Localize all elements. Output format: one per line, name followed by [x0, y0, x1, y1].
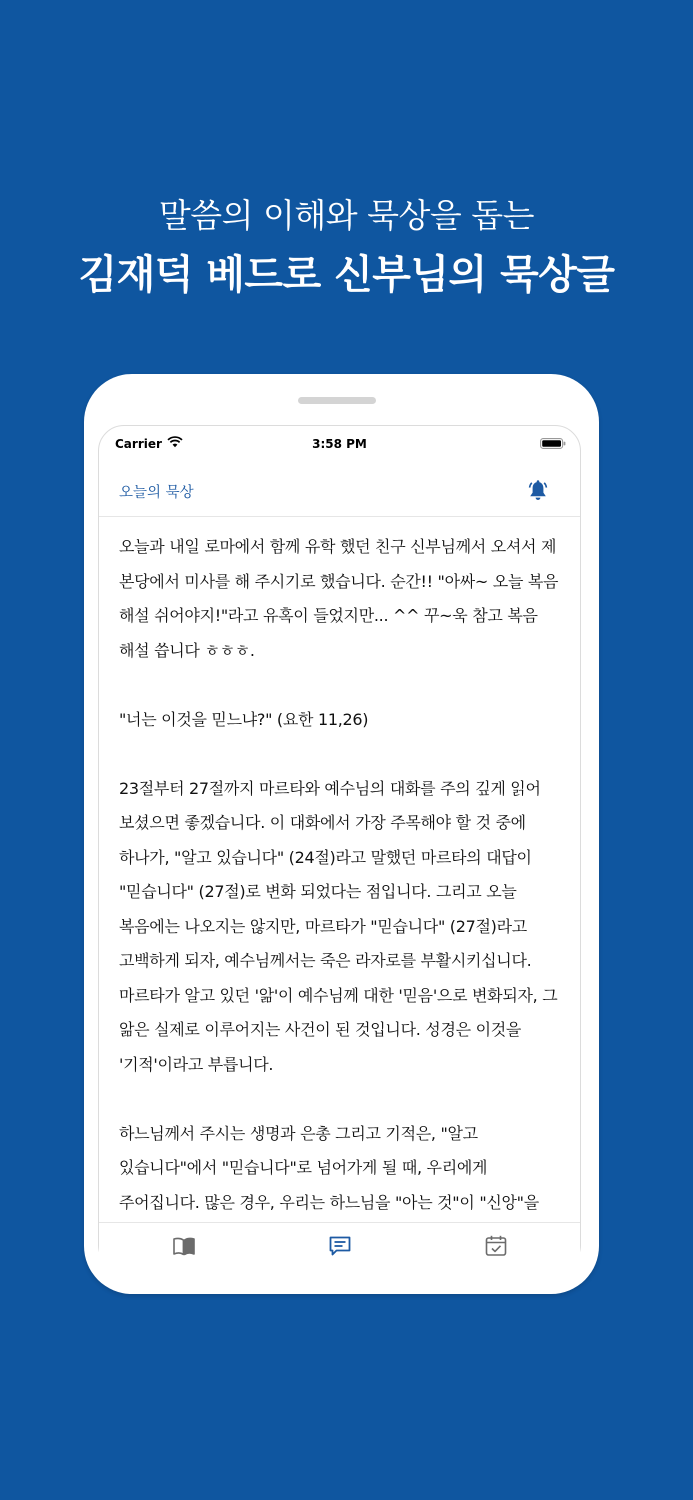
promo-title: 김재덕 베드로 신부님의 묵상글 — [78, 252, 615, 298]
status-bar — [99, 426, 580, 462]
carrier-label: Carrier — [115, 437, 162, 451]
nav-bar — [99, 466, 580, 517]
meditation-text — [119, 530, 563, 1220]
book-icon[interactable] — [171, 1233, 197, 1259]
app-screen — [98, 425, 581, 1271]
paragraph: 하느님께서 주시는 생명과 은총 그리고 기적은, "알고 있습니다"에서 "믿습니다"로 넘어가게 될 때, 우리에게 주어집니다. 많은 경우, 우리는 하느님을 "아는 것"이 "신앙"을 — [119, 1123, 539, 1212]
device-grabber — [298, 397, 376, 404]
calendar-check-icon[interactable] — [483, 1233, 509, 1259]
paragraph: 오늘과 내일 로마에서 함께 유학 했던 친구 신부님께서 오셔서 제 본당에서 미사를 해 주시기로 했습니다. 순간!! "아싸~ 오늘 복음 해설 쉬어야지!"라고 유혹이 들었지만... ^^ 꾸~욱 참고 복음 해설 씁니다 ㅎㅎㅎ. — [119, 537, 564, 660]
bell-icon[interactable] — [526, 479, 550, 503]
phone-mockup — [84, 374, 599, 1294]
tab-bar — [99, 1222, 580, 1271]
promo-subtitle: 말씀의 이해와 묵상을 돕는 — [158, 196, 535, 235]
message-icon[interactable] — [327, 1233, 353, 1259]
clock: 3:58 PM — [312, 437, 367, 451]
paragraph: 23절부터 27절까지 마르타와 예수님의 대화를 주의 깊게 읽어 보셨으면 좋겠습니다. 이 대화에서 가장 주목해야 할 것 중에 하나가, "알고 있습니다" (24절)라고 말했던 마르타의 대답이 "믿습니다" (27절)로 변화 되었다는 점입니다. 그리고 오늘 복음에는 나오지는 않지만, 마르타가 "믿습니다" (27절)라고 고백하게 되자, 예수님께서는 죽은 라자로를 부활시키십니다. 마르타가 알고 있던 '앎'이 예수님께 대한 '믿음'으로 변화되자, 그 앎은 실제로 이루어지는 사건이 된 것입니다. 성경은 이것을 '기적'이라고 부릅니다. — [119, 778, 563, 1074]
paragraph: "너는 이것을 믿느냐?" (요한 11,26) — [119, 709, 369, 729]
battery-icon — [540, 438, 566, 449]
nav-title: 오늘의 묵상 — [119, 485, 194, 501]
